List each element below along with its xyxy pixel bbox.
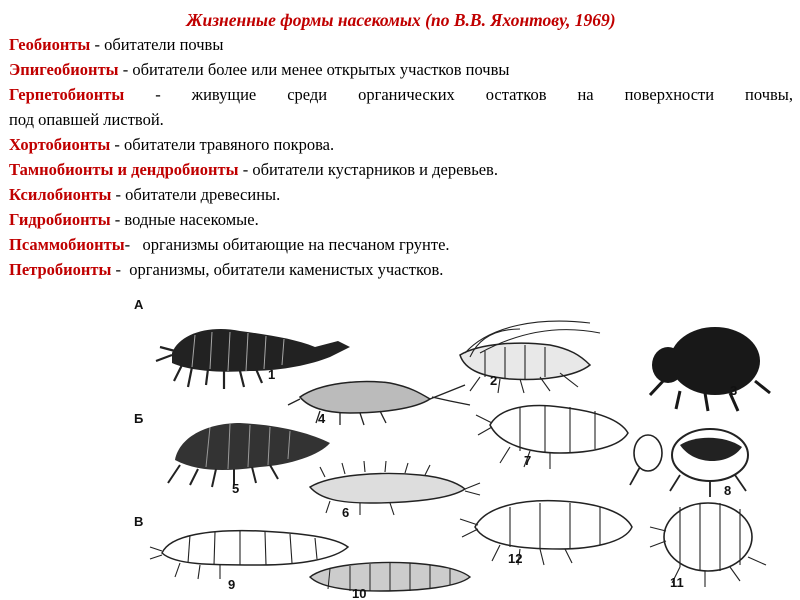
entry-xylobionts [9, 182, 793, 207]
insect-number-2: 2 [490, 373, 498, 388]
entry-separator: - [118, 60, 133, 79]
entry-separator: - [124, 235, 143, 254]
insect-1-drawing [156, 329, 350, 389]
entry-description: обитатели более или менее открытых участков почвы [132, 60, 510, 79]
entry-description-continued: под опавшей листвой. [9, 110, 164, 129]
insect-illustration [120, 295, 800, 600]
insect-number-5: 5 [232, 481, 240, 496]
entry-hydrobionts [9, 207, 793, 232]
entry-description: обитатели кустарников и деревьев. [252, 160, 498, 179]
insect-6-drawing [310, 461, 480, 515]
entry-separator: - [110, 210, 125, 229]
entry-term: Эпигеобионты [9, 60, 119, 79]
entry-term: Ксилобионты [9, 185, 112, 204]
entry-separator: - [111, 185, 126, 204]
entry-thamnobionts [9, 157, 793, 182]
entry-separator: - [124, 85, 192, 104]
entry-description: обитатели травяного покрова. [124, 135, 335, 154]
entry-description: водные насекомые. [124, 210, 259, 229]
entry-separator: - [90, 35, 105, 54]
insect-number-11: 11 [670, 575, 684, 590]
entry-description: обитатели почвы [104, 35, 224, 54]
entry-description: организмы обитающие на песчаном грунте. [142, 235, 450, 254]
entry-term: Геобионты [9, 35, 91, 54]
insect-2-drawing [460, 321, 600, 393]
entry-description: живущие среди органических остатков на поверхности почвы, [191, 85, 793, 104]
entry-separator: - [238, 160, 253, 179]
text-block [9, 8, 793, 282]
insect-number-8: 8 [724, 483, 732, 498]
entry-herpetobionts [9, 82, 793, 107]
entry-hortobionts [9, 132, 793, 157]
entry-epigeobionts [9, 57, 793, 82]
insect-number-10: 10 [352, 586, 367, 600]
insect-number-6: 6 [342, 505, 350, 520]
insect-drawings [120, 295, 800, 600]
insect-number-12: 12 [508, 551, 523, 566]
insect-7-drawing [476, 405, 628, 469]
entry-petrobionts [9, 257, 793, 282]
insect-number-4: 4 [318, 411, 326, 426]
insect-3-drawing [650, 327, 770, 411]
row-label-v: В [134, 514, 144, 529]
insect-5-drawing [168, 423, 330, 487]
insect-number-3: 3 [730, 383, 738, 398]
entry-description: организмы, обитатели каменистых участков. [129, 260, 444, 279]
entry-term: Псаммобионты [9, 235, 125, 254]
entry-psammobionts [9, 232, 793, 257]
entry-separator: - [111, 260, 130, 279]
insect-number-1: 1 [268, 367, 276, 382]
insect-4-drawing [288, 382, 470, 425]
insect-number-7: 7 [524, 453, 532, 468]
insect-11-drawing [650, 503, 766, 587]
insect-number-9: 9 [228, 577, 236, 592]
insect-10-drawing [310, 563, 470, 591]
entry-term: Тамнобионты и дендробионты [9, 160, 239, 179]
entry-geobionts [9, 32, 793, 57]
row-label-b: Б [134, 411, 144, 426]
page-title: Жизненные формы насекомых (по В.В. Яхонтову, 1969) [186, 10, 616, 30]
entry-term: Хортобионты [9, 135, 111, 154]
entry-description: обитатели древесины. [125, 185, 281, 204]
entry-term: Петробионты [9, 260, 112, 279]
row-label-a: А [134, 297, 144, 312]
insect-12-drawing [460, 501, 632, 565]
entry-term: Гидробионты [9, 210, 111, 229]
entry-herpetobionts-continuation [9, 107, 793, 132]
entry-separator: - [110, 135, 125, 154]
entry-term: Герпетобионты [9, 85, 125, 104]
